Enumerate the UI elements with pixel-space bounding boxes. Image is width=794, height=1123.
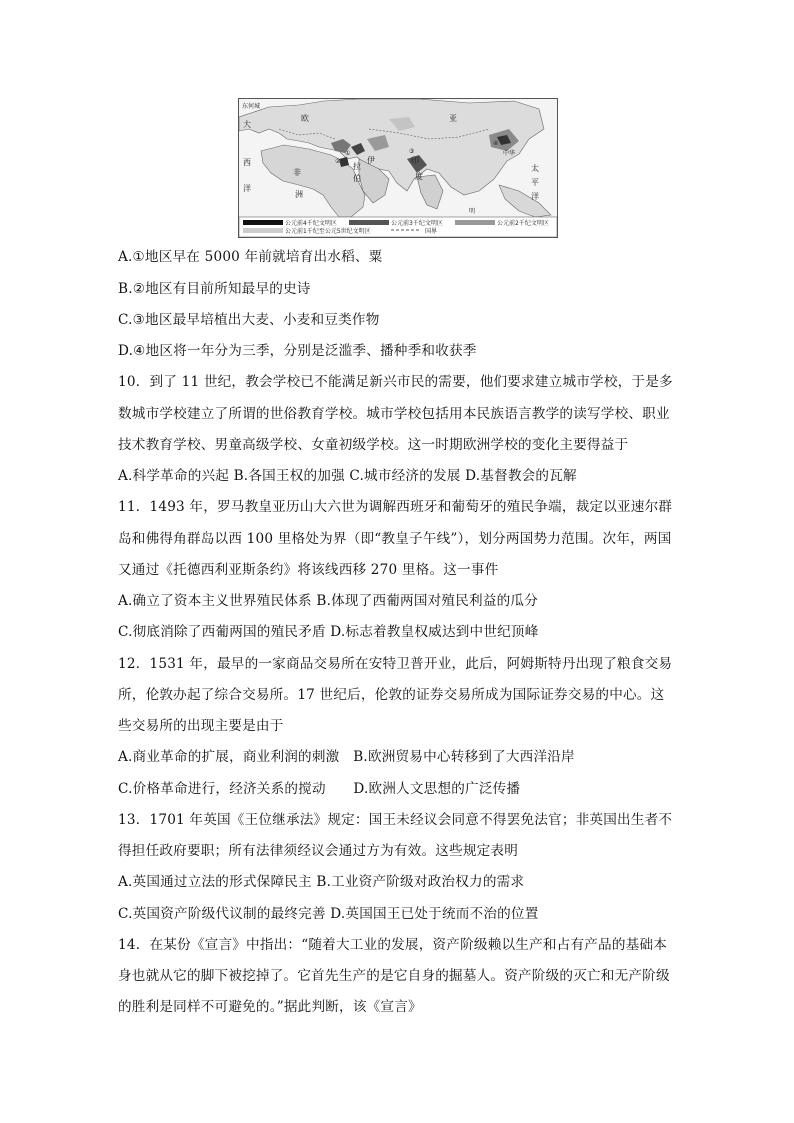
map-label-yang2: 洋 (531, 192, 539, 201)
map-marker-4: ④ (493, 140, 499, 147)
q14-stem-line2: 身也就从它的脚下被挖掉了。它首先生产的是它自身的掘墓人。资产阶级的灭亡和无产阶级 (118, 968, 670, 984)
q9-option-b: B.②地区有目前所知最早的史诗 (118, 281, 311, 297)
map-marker-3: ③ (409, 148, 415, 155)
map-marker-2: ② (335, 158, 341, 165)
map-label-ou: 欧 (301, 114, 309, 123)
q10-stem-line2: 数城市学校建立了所谓的世俗教育学校。城市学校包括用本民族语言教学的读写学校、职业 (118, 406, 670, 422)
map-label-da: 大 (243, 120, 251, 129)
map-label-fei: 非 (293, 168, 301, 177)
legend-3rd-millennium: 公元前3千纪文明区 (391, 220, 443, 227)
map-marker-1: ① (345, 150, 351, 157)
q12-options-cd: C.价格革命进行，经济关系的搅动 D.欧洲人文思想的广泛传播 (118, 781, 521, 797)
map-label-yang: 洋 (243, 184, 251, 193)
map-label-bo: 伯 (353, 174, 361, 183)
q11-stem-line1: 11．1493 年，罗马教皇亚历山大六世为调解西班牙和葡萄牙的殖民争端，裁定以亚速尔群 (118, 499, 673, 515)
q12-stem-line1: 12．1531 年，最早的一家商品交易所在安特卫普开业，此后，阿姆斯特丹出现了粮食交易 (118, 656, 673, 672)
map-label-ya: 亚 (449, 114, 457, 123)
map-label-tai: 太 (531, 164, 539, 173)
legend-4th-millennium: 公元前4千纪文明区 (285, 220, 337, 227)
q13-options-cd: C.英国资产阶级代议制的最终完善 D.英国国王已处于统而不治的位置 (118, 906, 539, 922)
map-label-ping: 平 (531, 178, 539, 187)
legend-border: 国界 (425, 228, 438, 235)
q9-option-a: A.①地区早在 5000 年前就培育出水稻、粟 (118, 249, 383, 265)
map-label-zhou: 洲 (295, 190, 303, 199)
q9-option-d: D.④地区将一年分为三季，分别是泛滥季、播种季和收获季 (118, 343, 477, 359)
legend-2nd-millennium: 公元前2千纪文明区 (497, 220, 549, 227)
map-label-zhonghua: 中华 (503, 150, 516, 157)
q11-stem-line3: 又通过《托德西利亚斯条约》将该线西移 270 里格。这一事件 (118, 562, 499, 578)
q12-stem-line2: 所，伦敦办起了综合交易所。17 世纪后，伦敦的证券交易所成为国际证券交易的中心。这 (118, 687, 665, 703)
q10-options: A.科学革命的兴起 B.各国王权的加强 C.城市经济的发展 D.基督教会的瓦解 (118, 468, 577, 484)
legend-1st-millennium-to-5th-century: 公元前1千纪至公元5世纪文明区 (285, 228, 371, 235)
map-label-du: 度 (415, 172, 423, 181)
map-label-yin: 印 (411, 156, 419, 165)
q10-stem-line1: 10．到了 11 世纪，教会学校已不能满足新兴市民的需要，他们要求建立城市学校，于是多 (118, 374, 673, 390)
q12-stem-line3: 些交易所的出现主要是由于 (118, 718, 284, 734)
q11-options-cd: C.彻底消除了西葡两国的殖民矛盾 D.标志着教皇权威达到中世纪顶峰 (118, 624, 539, 640)
q13-stem-line1: 13．1701 年英国《王位继承法》规定：国王未经议会同意不得罢免法官；非英国出生者不 (118, 812, 673, 828)
q14-stem-line1: 14．在某份《宣言》中指出：“随着大工业的发展，资产阶级赖以生产和占有产品的基础本 (118, 937, 668, 953)
q9-option-c: C.③地区最早培植出大麦、小麦和豆类作物 (118, 312, 380, 328)
map-label-xi: 西 (243, 158, 251, 167)
q11-stem-line2: 岛和佛得角群岛以西 100 里格处为界（即“教皇子午线”），划分两国势力范围。次年，两国 (118, 531, 672, 547)
q10-stem-line3: 技术教育学校、男童高级学校、女童初级学校。这一时期欧洲学校的变化主要得益于 (118, 437, 629, 453)
map-label-ming: 明 (469, 208, 476, 215)
map-label-la: 拉 (353, 162, 361, 171)
ancient-civilizations-map (238, 98, 558, 238)
map-label-yi: 伊 (367, 156, 375, 165)
q11-options-ab: A.确立了资本主义世界殖民体系 B.体现了西葡两国对殖民利益的瓜分 (118, 593, 538, 609)
q12-options-ab: A.商业革命的扩展，商业利润的刺激 B.欧洲贸易中心转移到了大西洋沿岸 (118, 749, 575, 765)
q13-options-ab: A.英国通过立法的形式保障民主 B.工业资产阶级对政治权力的需求 (118, 874, 525, 890)
q14-stem-line3: 的胜利是同样不可避免的。”据此判断，该《宣言》 (118, 999, 422, 1015)
map-label-top-left: 东何城 (242, 103, 261, 110)
map-graphic (239, 99, 557, 237)
q13-stem-line2: 得担任政府要职；所有法律须经议会通过方为有效。这些规定表明 (118, 843, 519, 859)
